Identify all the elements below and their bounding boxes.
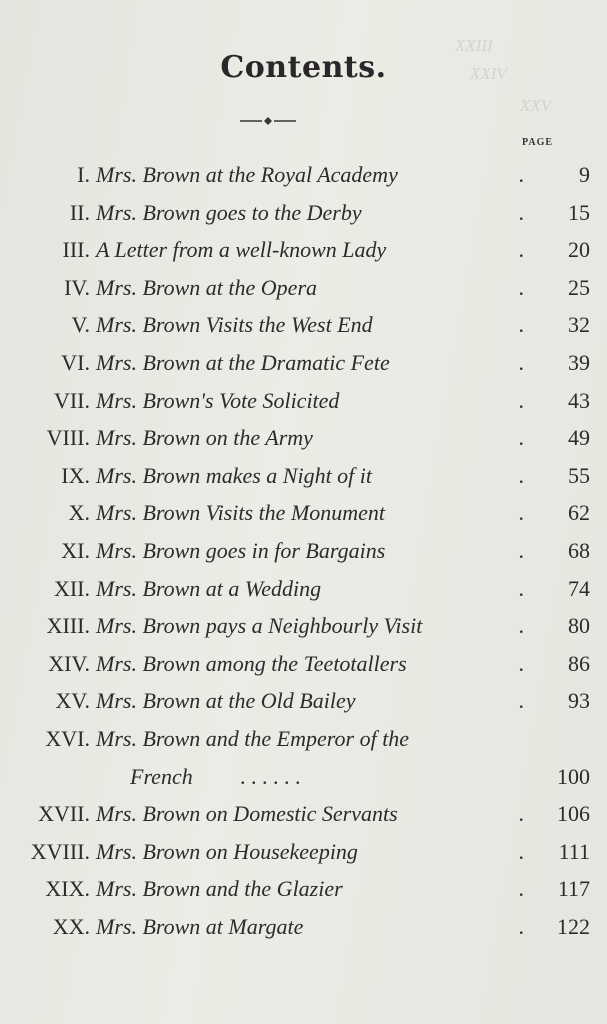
toc-entry: [0, 722, 590, 789]
leader-dots: .: [518, 237, 524, 263]
page-number: 80: [568, 613, 590, 639]
toc-entry: [0, 872, 590, 906]
chapter-title: Mrs. Brown goes in for Bargains: [96, 538, 386, 563]
toc-entry: [0, 384, 590, 418]
chapter-title-continued: French: [130, 763, 193, 789]
chapter-title: Mrs. Brown goes to the Derby: [96, 199, 362, 225]
leader-dots: .: [518, 876, 524, 902]
page-number: 117: [557, 876, 590, 902]
page-column-label: PAGE: [522, 137, 554, 148]
chapter-title: Mrs. Brown Visits the West End: [96, 312, 373, 338]
page-number: 43: [568, 387, 590, 413]
toc-entry: [0, 684, 590, 718]
toc-entry: [0, 233, 590, 267]
contents-heading: Contents.: [220, 50, 387, 85]
chapter-title: Mrs. Brown's Vote Solicited: [96, 387, 340, 413]
leader-dots: .: [518, 274, 524, 300]
chapter-number: XIII.: [46, 613, 90, 639]
chapter-title: Mrs. Brown at a Wedding: [96, 575, 322, 601]
page-number: 68: [568, 538, 590, 563]
leader-dots: .: [518, 500, 524, 526]
toc-entry: [0, 459, 590, 493]
page-number: 49: [568, 425, 590, 451]
bleed-through-text: XXIII: [455, 36, 493, 55]
chapter-title: Mrs. Brown on the Army: [96, 425, 313, 451]
chapter-title: Mrs. Brown and the Emperor of the: [96, 726, 410, 751]
page-number: 15: [568, 199, 590, 225]
chapter-title: Mrs. Brown at the Old Bailey: [96, 688, 356, 714]
leader-dots: .: [518, 425, 524, 451]
chapter-number: XX.: [52, 914, 90, 939]
chapter-title: Mrs. Brown at Margate: [96, 914, 304, 939]
page-number: 55: [568, 462, 590, 488]
page-number: 100: [557, 763, 590, 789]
toc-entry: [0, 158, 590, 192]
toc-entry: [0, 647, 590, 681]
leader-dots: .: [518, 350, 524, 375]
toc-entry: [0, 496, 590, 530]
chapter-title: Mrs. Brown pays a Neighbourly Visit: [96, 613, 423, 639]
chapter-number: XVI.: [45, 726, 90, 751]
chapter-number: XII.: [53, 575, 90, 601]
leader-dots: . . . . . .: [240, 763, 301, 789]
leader-dots: .: [518, 650, 524, 676]
chapter-number: XI.: [61, 538, 90, 563]
page-number: 106: [557, 801, 590, 827]
toc-entry: [0, 534, 590, 568]
chapter-number: XVII.: [38, 801, 90, 827]
chapter-title: Mrs. Brown and the Glazier: [96, 876, 343, 902]
toc-entry: [0, 271, 590, 305]
chapter-number: IV.: [64, 274, 90, 300]
chapter-number: X.: [68, 500, 90, 526]
page-number: 74: [568, 575, 590, 601]
leader-dots: .: [518, 613, 524, 639]
toc-entry: [0, 835, 590, 869]
chapter-number: II.: [69, 199, 90, 225]
page-number: 111: [558, 838, 590, 864]
bleed-through-text: XXV: [520, 96, 552, 115]
leader-dots: .: [518, 538, 524, 563]
chapter-number: III.: [62, 237, 90, 263]
toc-entry: [0, 797, 590, 831]
leader-dots: .: [518, 801, 524, 827]
chapter-number: XIV.: [48, 650, 90, 676]
page-number: 93: [568, 688, 590, 714]
page-number: 39: [568, 350, 590, 375]
page-number: 62: [568, 500, 590, 526]
toc-entry: [0, 421, 590, 455]
chapter-title: Mrs. Brown among the Teetotallers: [96, 650, 407, 676]
toc-entry: [0, 572, 590, 606]
leader-dots: .: [518, 199, 524, 225]
chapter-number: VI.: [61, 350, 90, 375]
leader-dots: .: [518, 838, 524, 864]
leader-dots: .: [518, 575, 524, 601]
leader-dots: .: [518, 688, 524, 714]
leader-dots: .: [518, 162, 524, 187]
chapter-title: Mrs. Brown at the Opera: [96, 274, 318, 300]
chapter-title: Mrs. Brown at the Dramatic Fete: [96, 350, 390, 375]
toc-entry: [0, 346, 590, 380]
chapter-number: I.: [77, 162, 90, 187]
bleed-through-text: XXIV: [470, 64, 507, 83]
page-number: 86: [568, 650, 590, 676]
chapter-title: A Letter from a well-known Lady: [96, 237, 387, 263]
toc-entry: [0, 609, 590, 643]
chapter-number: XVIII.: [30, 838, 90, 864]
chapter-number: IX.: [61, 462, 90, 488]
page-number: 122: [557, 914, 590, 939]
chapter-title: Mrs. Brown at the Royal Academy: [96, 162, 398, 187]
chapter-number: XIX.: [45, 876, 90, 902]
ornament-rule-icon: [240, 116, 296, 126]
chapter-number: VIII.: [46, 425, 90, 451]
chapter-title: Mrs. Brown on Domestic Servants: [96, 801, 398, 827]
chapter-number: XV.: [55, 688, 90, 714]
leader-dots: .: [518, 387, 524, 413]
page-number: 25: [568, 274, 590, 300]
page-number: 20: [568, 237, 590, 263]
leader-dots: .: [518, 462, 524, 488]
chapter-number: VII.: [53, 387, 90, 413]
chapter-number: V.: [71, 312, 90, 338]
page-number: 32: [568, 312, 590, 338]
leader-dots: .: [518, 914, 524, 939]
page-number: 9: [579, 162, 590, 187]
toc-entry: [0, 308, 590, 342]
toc-entry: [0, 196, 590, 230]
leader-dots: .: [518, 312, 524, 338]
toc-entry: [0, 910, 590, 944]
chapter-title: Mrs. Brown makes a Night of it: [96, 462, 373, 488]
chapter-title: Mrs. Brown on Housekeeping: [96, 838, 358, 864]
chapter-title: Mrs. Brown Visits the Monument: [96, 500, 386, 526]
